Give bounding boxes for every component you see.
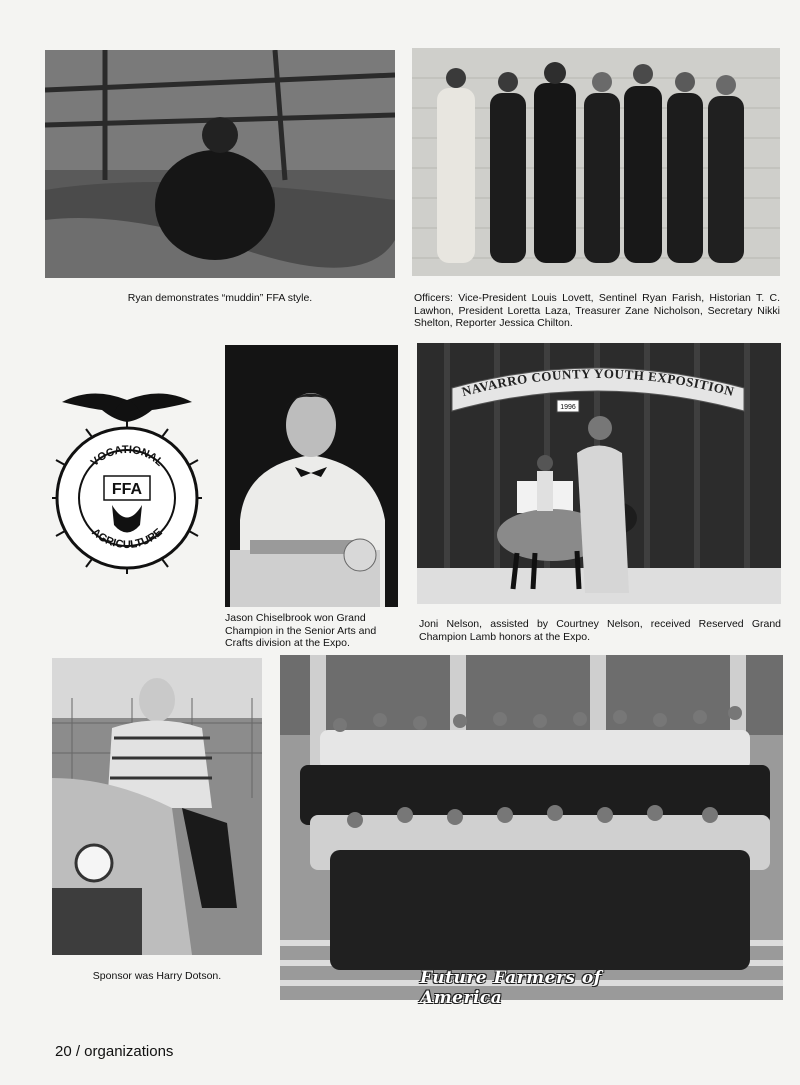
caption-joni: Joni Nelson, assisted by Courtney Nelson, received Reserved Grand Champion Lamb honors at the Expo. xyxy=(419,618,781,643)
emblem-bottom-text: AGRICULTURE xyxy=(89,526,165,552)
photo-sponsor xyxy=(52,658,262,955)
ffa-emblem xyxy=(52,380,202,575)
group-photo-script: Future Farmers of America xyxy=(420,968,602,1008)
photo-joni-lamb xyxy=(417,343,781,604)
expo-banner-text: NAVARRO COUNTY YOUTH EXPOSITION xyxy=(460,365,736,400)
caption-muddin: Ryan demonstrates “muddin” FFA style. xyxy=(127,292,313,304)
photo-group xyxy=(280,655,783,1000)
caption-jason: Jason Chiselbrook won Grand Champion in the Senior Arts and Crafts division at the Expo. xyxy=(225,612,377,649)
photo-ryan-muddin xyxy=(45,50,395,278)
expo-sign-text: 1996 xyxy=(560,404,576,411)
photo-jason xyxy=(225,345,398,607)
page-folio: 20 / organizations xyxy=(55,1043,174,1060)
emblem-center-text: FFA xyxy=(111,481,143,498)
emblem-top-text: VOCATIONAL xyxy=(88,443,166,469)
caption-officers: Officers: Vice-President Louis Lovett, Sentinel Ryan Farish, Historian T. C. Lawhon, President Loretta Laza, Treasurer Zane Nicholson, Secretary Nikki Shelton, Reporter Jessica Chilton. xyxy=(414,292,780,329)
photo-officers xyxy=(412,48,780,276)
caption-sponsor: Sponsor was Harry Dotson. xyxy=(92,970,222,982)
